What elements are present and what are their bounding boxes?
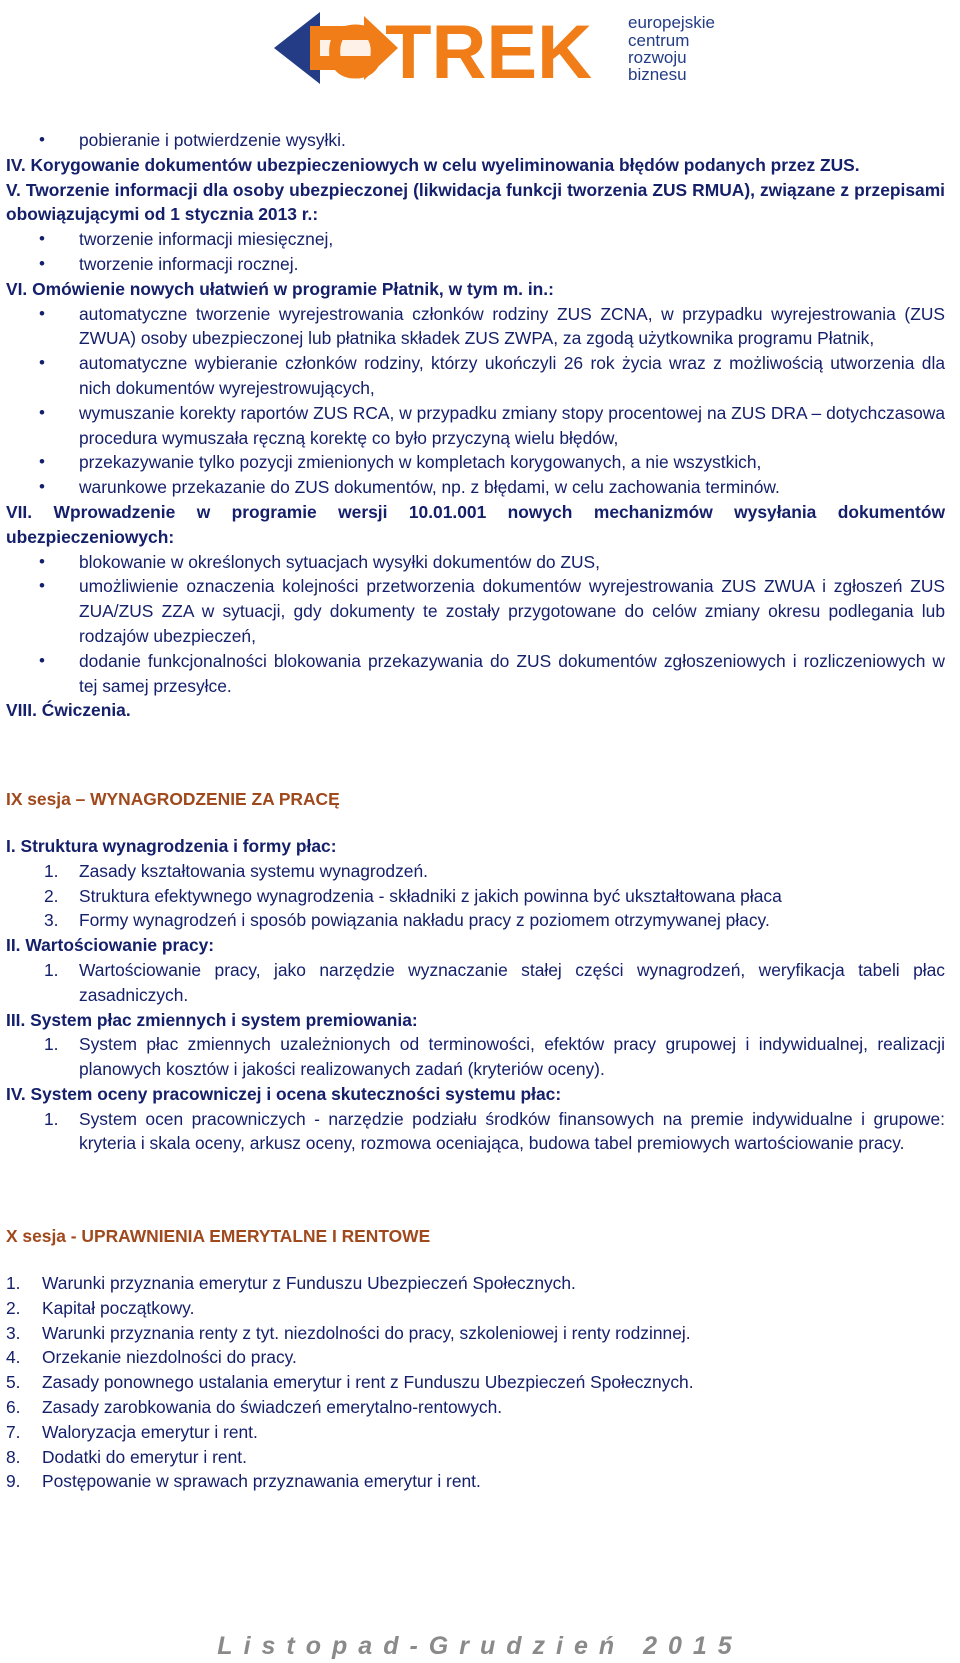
document-body xyxy=(0,128,960,1494)
list-item: 3. Warunki przyznania renty z tyt. niezdolności do pracy, szkoleniowej i renty rodzinnej. xyxy=(6,1322,691,1343)
list-item: 1. Warunki przyznania emerytur z Funduszu Ubezpieczeń Społecznych. xyxy=(6,1273,576,1294)
list-item: • wymuszanie korekty raportów ZUS RCA, w przypadku zmiany stopy procentowej na ZUS DRA – dotychczasowa procedura wymuszała ręczną korektę co było przyczyną wielu błędów, xyxy=(0,401,960,451)
list-item: 3. Formy wynagrodzeń i sposób powiązania nakładu pracy z poziomem otrzymywanej płacy. xyxy=(44,910,770,931)
list-item: • automatyczne wybieranie członków rodziny, którzy ukończyli 26 rok życia wraz z możliwością utworzenia dla nich dokumentów wyrejestrowujących, xyxy=(0,351,960,401)
svg-text:biznesu: biznesu xyxy=(628,65,687,84)
section-heading: II. Wartościowanie pracy: xyxy=(6,935,215,956)
list-item: 1. System ocen pracowniczych - narzędzie podziału środków finansowych na premie indywidualne i grupowe: kryteria i skala oceny, arkusz oceny, rozmowa oceniająca, budowa tabel premiowych wartościowanie pracy. xyxy=(44,1108,945,1154)
page-header xyxy=(0,0,960,100)
session-title: X sesja - UPRAWNIENIA EMERYTALNE I RENTOWE xyxy=(6,1226,431,1247)
logo-tagline xyxy=(628,13,715,84)
section-heading: I. Struktura wynagrodzenia i formy płac: xyxy=(6,835,337,856)
list-item: 9. Postępowanie w sprawach przyznawania emerytur i rent. xyxy=(6,1471,481,1492)
list-item: • dodanie funkcjonalności blokowania przekazywania do ZUS dokumentów zgłoszeniowych i rozliczeniowych w tej samej przesyłce. xyxy=(0,649,960,699)
section-heading: VI. Omówienie nowych ułatwień w programie Płatnik, w tym m. in.: xyxy=(6,278,554,299)
list-item: • automatyczne tworzenie wyrejestrowania członków rodziny ZUS ZCNA, w przypadku wyrejestrowania (ZUS ZWUA) osoby ubezpieczonej lub płatnika składek ZUS ZWPA, za zgodą użytkownika programu Płatnik, xyxy=(0,302,960,352)
list-item: 7. Waloryzacja emerytur i rent. xyxy=(6,1421,258,1442)
svg-text:europejskie: europejskie xyxy=(628,13,715,32)
otrek-logo xyxy=(268,6,748,90)
list-item: 8. Dodatki do emerytur i rent. xyxy=(6,1446,247,1467)
list-item: • przekazywanie tylko pozycji zmienionych w kompletach korygowanych, a nie wszystkich, xyxy=(0,450,960,475)
list-item: 1. System płac zmiennych uzależnionych od terminowości, efektów pracy grupowej i indywidualnej, realizacji planowych kosztów i jakości realizowanych zadań (kryteriów oceny). xyxy=(44,1034,945,1080)
logo-wordmark: OTREK xyxy=(326,10,592,90)
section-heading: V. Tworzenie informacji dla osoby ubezpieczonej (likwidacja funkcji tworzenia ZUS RMUA), związane z przepisami obowiązującymi od 1 stycznia 2013 r.: xyxy=(6,179,945,225)
list-item: • pobieranie i potwierdzenie wysyłki. xyxy=(0,128,960,153)
section-heading: III. System płac zmiennych i system premiowania: xyxy=(6,1009,418,1030)
section-heading: VII. Wprowadzenie w programie wersji 10.01.001 nowych mechanizmów wysyłania dokumentów ubezpieczeniowych: xyxy=(6,501,945,547)
page-footer: Listopad-Grudzień 2015 xyxy=(217,1632,743,1660)
list-item: 1. Wartościowanie pracy, jako narzędzie wyznaczanie stałej części wynagrodzeń, weryfikacja tabeli płac zasadniczych. xyxy=(44,959,945,1005)
list-item: 6. Zasady zarobkowania do świadczeń emerytalno-rentowych. xyxy=(6,1397,503,1418)
list-item: 1. Zasady kształtowania systemu wynagrodzeń. xyxy=(44,860,428,881)
list-item: 5. Zasady ponownego ustalania emerytur i rent z Funduszu Ubezpieczeń Społecznych. xyxy=(6,1372,694,1393)
section-heading: IV. Korygowanie dokumentów ubezpieczeniowych w celu wyeliminowania błędów podanych przez ZUS. xyxy=(6,154,860,175)
list-item: 4. Orzekanie niezdolności do pracy. xyxy=(6,1347,297,1368)
list-item: • tworzenie informacji miesięcznej, xyxy=(0,227,960,252)
list-item: 2. Kapitał początkowy. xyxy=(6,1297,195,1318)
list-item: • warunkowe przekazanie do ZUS dokumentów, np. z błędami, w celu zachowania terminów. xyxy=(0,475,960,500)
session-title: IX sesja – WYNAGRODZENIE ZA PRACĘ xyxy=(6,789,340,810)
svg-text:centrum: centrum xyxy=(628,31,690,50)
list-item: • blokowanie w określonych sytuacjach wysyłki dokumentów do ZUS, xyxy=(0,550,960,575)
list-item: • umożliwienie oznaczenia kolejności przetworzenia dokumentów wyrejestrowania ZUS ZWUA i zgłoszeń ZUS ZUA/ZUS ZZA w sytuacji, gdy dokumenty te zostały przygotowane do celów zmiany okresu podlegania lub rodzajów ubezpieczeń, xyxy=(0,574,960,648)
section-heading: IV. System oceny pracowniczej i ocena skuteczności systemu płac: xyxy=(6,1083,562,1104)
svg-text:rozwoju: rozwoju xyxy=(628,48,687,67)
list-item: 2. Struktura efektywnego wynagrodzenia - składniki z jakich powinna być ukształtowana płaca xyxy=(44,885,782,906)
section-heading: VIII. Ćwiczenia. xyxy=(6,700,131,721)
list-item: • tworzenie informacji rocznej. xyxy=(0,252,960,277)
